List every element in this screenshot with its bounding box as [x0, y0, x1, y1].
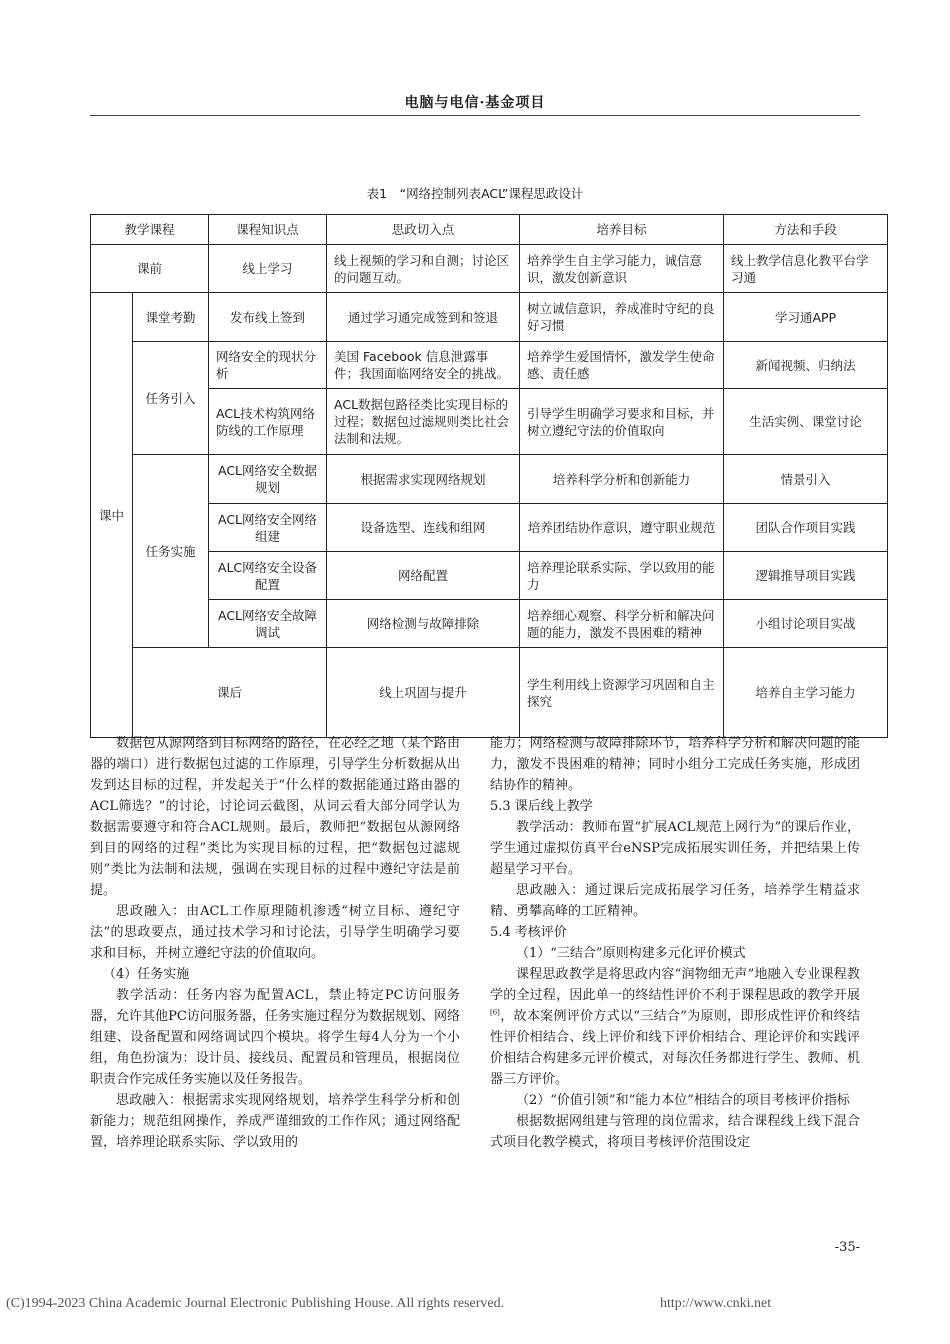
table-header-row	[91, 215, 888, 245]
paragraph: 教学活动：任务内容为配置ACL，禁止特定PC访问服务器，允许其他PC访问服务器，任务实施过程分为数据规划、网络组建、设备配置和网络调试四个模块。将学生每4人分为一个小组，角色扮演为：设计员、接线员、配置员和管理员，根据岗位职责合作完成任务实施以及任务报告。	[90, 988, 460, 1087]
impl-knowledge-cell: ACL网络安全数据规划	[209, 455, 327, 504]
paragraph: 能力；网络检测与故障排除环节，培养科学分析和解决问题的能力，激发不畏困难的精神；同时小组分工完成任务实施，形成团结协作的精神。	[490, 736, 860, 793]
table-row	[91, 342, 888, 389]
attendance-knowledge-cell: 发布线上签到	[209, 293, 327, 342]
th-knowledge: 课程知识点	[209, 215, 327, 245]
attendance-goal-cell: 树立诚信意识，养成准时守纪的良好习惯	[520, 293, 724, 342]
section-heading: 5.3 课后线上教学	[490, 799, 593, 814]
table-row	[91, 648, 888, 738]
table-row	[91, 293, 888, 342]
impl-goal-cell: 培养理论联系实际、学以致用的能力	[520, 552, 724, 600]
intro-entry-cell: 美国 Facebook 信息泄露事件；我国面临网络安全的挑战。	[327, 342, 520, 389]
section-heading: （4）任务实施	[103, 967, 190, 982]
impl-entry-cell: 设备选型、连线和组网	[327, 504, 520, 552]
impl-knowledge-cell: ALC网络安全设备配置	[209, 552, 327, 600]
intro-sub-cell: 任务引入	[133, 342, 209, 455]
intro-knowledge-cell: ACL技术构筑网络防线的工作原理	[209, 389, 327, 455]
running-header: 电脑与电信·基金项目	[404, 95, 546, 111]
impl-method-cell: 小组讨论项目实战	[724, 600, 888, 648]
pre-method-cell: 线上教学信息化教平台学习通	[724, 245, 888, 293]
post-entry-cell: 学生利用线上资源学习巩固和自主探究	[520, 648, 724, 738]
paragraph	[490, 964, 860, 1090]
paragraph: 思政融入：根据需求实现网络规划，培养学生科学分析和创新能力；规范组网操作，养成严谨细致的工作作风；通过网络配置，培养理论联系实际、学以致用的	[90, 1093, 460, 1150]
table-row	[91, 552, 888, 600]
intro-knowledge-cell: 网络安全的现状分析	[209, 342, 327, 389]
citation-ref: [6]	[490, 1008, 500, 1017]
paragraph: 根据数据网组建与管理的岗位需求，结合课程线上线下混合式项目化教学模式，将项目考核评价范围设定	[490, 1114, 860, 1150]
table-caption: 表1 “网络控制列表ACL”课程思政设计	[366, 186, 584, 201]
right-column	[490, 733, 860, 1153]
pre-entry-cell: 线上视频的学习和自测；讨论区的问题互动。	[327, 245, 520, 293]
impl-knowledge-cell: ACL网络安全故障调试	[209, 600, 327, 648]
page-number: -35-	[834, 1240, 860, 1255]
paragraph: 思政融入：通过课后完成拓展学习任务，培养学生精益求精、勇攀高峰的工匠精神。	[490, 883, 860, 919]
in-stage-cell: 课中	[91, 293, 133, 738]
impl-goal-cell: 培养团结协作意识，遵守职业规范	[520, 504, 724, 552]
subsection-heading: （2）“价值引领”和“能力本位”相结合的项目考核评价指标	[516, 1093, 850, 1108]
paragraph: 思政融入：由ACL工作原理随机渗透“树立目标、遵纪守法”的思政要点，通过技术学习和讨论法，引导学生明确学习要求和目标，并树立遵纪守法的价值取向。	[90, 904, 460, 961]
pre-knowledge-cell: 线上学习	[209, 245, 327, 293]
table-row	[91, 504, 888, 552]
impl-entry-cell: 网络检测与故障排除	[327, 600, 520, 648]
table-row	[91, 245, 888, 293]
subsection-heading: （1）“三结合”原则构建多元化评价模式	[516, 946, 746, 961]
impl-goal-cell: 培养科学分析和创新能力	[520, 455, 724, 504]
th-method: 方法和手段	[724, 215, 888, 245]
impl-method-cell: 团队合作项目实践	[724, 504, 888, 552]
attendance-method-cell: 学习通APP	[724, 293, 888, 342]
intro-goal-cell: 引导学生明确学习要求和目标，并树立遵纪守法的价值取向	[520, 389, 724, 455]
attendance-entry-cell: 通过学习通完成签到和签退	[327, 293, 520, 342]
intro-entry-cell: ACL数据包路径类比实现目标的过程；数据包过滤规则类比社会法制和法规。	[327, 389, 520, 455]
attendance-sub-cell: 课堂考勤	[133, 293, 209, 342]
table-row	[91, 389, 888, 455]
impl-entry-cell: 网络配置	[327, 552, 520, 600]
post-knowledge-cell: 线上巩固与提升	[327, 648, 520, 738]
intro-method-cell: 新闻视频、归纳法	[724, 342, 888, 389]
header-rule	[90, 115, 860, 116]
impl-method-cell: 情景引入	[724, 455, 888, 504]
impl-entry-cell: 根据需求实现网络规划	[327, 455, 520, 504]
paragraph-text: ，故本案例评价方式以“三结合”为原则，即形成性评价和终结性评价相结合、线上评价和线下评价相结合、理论评价和实践评价相结合构建多元评价模式，对每次任务都进行学生、教师、机器三方评价。	[490, 1009, 860, 1087]
post-goal-cell: 培养自主学习能力	[724, 648, 888, 738]
section-heading: 5.4 考核评价	[490, 925, 567, 940]
course-design-table	[90, 214, 888, 738]
intro-goal-cell: 培养学生爱国情怀，激发学生使命感、责任感	[520, 342, 724, 389]
impl-goal-cell: 培养细心观察、科学分析和解决问题的能力，激发不畏困难的精神	[520, 600, 724, 648]
impl-sub-cell: 任务实施	[133, 455, 209, 648]
left-column	[90, 733, 460, 1153]
pre-stage-cell: 课前	[91, 245, 209, 293]
paragraph: 数据包从源网络到目标网络的路径，在必经之地（某个路由器的端口）进行数据包过滤的工作原理，引导学生分析数据从出发到达目标的过程，并发起关于“什么样的数据能通过路由器的ACL筛选？”的讨论，讨论词云截图，从词云看大部分同学认为数据需要遵守和符合ACL规则。最后，教师把“数据包从源网络到目的网络的过程”类比为实现目标的过程，把“数据包过滤规则”类比为法制和法规，强调在实现目标的过程中遵纪守法是前提。	[90, 736, 460, 898]
table-row	[91, 600, 888, 648]
impl-method-cell: 逻辑推导项目实践	[724, 552, 888, 600]
paragraph: 教学活动：教师布置“扩展ACL规范上网行为”的课后作业，学生通过虚拟仿真平台eNSP完成拓展实训任务，并把结果上传超星学习平台。	[490, 820, 860, 877]
impl-knowledge-cell: ACL网络安全网络组建	[209, 504, 327, 552]
th-stage: 教学课程	[91, 215, 209, 245]
table-row	[91, 455, 888, 504]
th-goal: 培养目标	[520, 215, 724, 245]
copyright-notice: (C)1994-2023 China Academic Journal Electronic Publishing House. All rights reserved.	[6, 1296, 505, 1311]
post-stage-cell: 课后	[133, 648, 327, 738]
pre-goal-cell: 培养学生自主学习能力，诚信意识，激发创新意识	[520, 245, 724, 293]
footer-url: http://www.cnki.net	[660, 1296, 772, 1311]
footer	[6, 1296, 946, 1312]
paragraph-text: 课程思政教学是将思政内容“润物细无声”地融入专业课程教学的全过程，因此单一的终结性评价不利于课程思政的教学开展	[490, 967, 860, 1003]
intro-method-cell: 生活实例、课堂讨论	[724, 389, 888, 455]
th-entry: 思政切入点	[327, 215, 520, 245]
